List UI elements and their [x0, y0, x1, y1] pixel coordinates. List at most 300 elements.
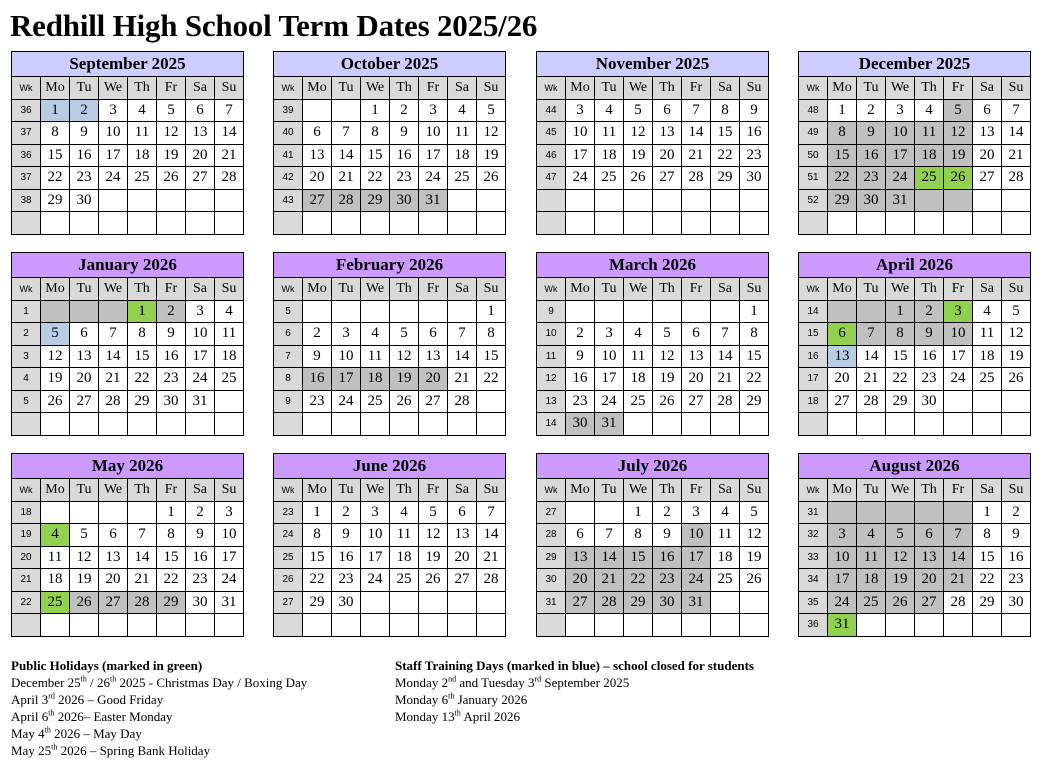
- week-number: 1: [12, 300, 41, 323]
- week-number: 2: [12, 323, 41, 346]
- date-cell: 19: [653, 368, 682, 391]
- date-cell: 6: [303, 122, 332, 145]
- week-number: 11: [537, 345, 566, 368]
- week-row: [12, 345, 244, 368]
- page-title: Redhill High School Term Dates 2025/26: [10, 8, 538, 43]
- date-cell: 6: [70, 323, 99, 346]
- date-cell: 11: [128, 122, 157, 145]
- date-cell: [973, 212, 1002, 235]
- week-column-header: Wk: [799, 77, 828, 100]
- date-cell: 18: [595, 144, 624, 167]
- week-row: [799, 144, 1031, 167]
- date-cell: 26: [653, 390, 682, 413]
- date-cell: [711, 212, 740, 235]
- date-cell: 15: [477, 345, 506, 368]
- week-number: 40: [274, 122, 303, 145]
- school-holiday-date: 1: [886, 300, 915, 323]
- date-cell: [303, 99, 332, 122]
- date-cell: 23: [332, 569, 361, 592]
- date-cell: 11: [595, 122, 624, 145]
- day-header: Tu: [595, 77, 624, 100]
- date-cell: 7: [332, 122, 361, 145]
- date-cell: [186, 413, 215, 436]
- day-header: Sa: [711, 479, 740, 502]
- week-number: 51: [799, 167, 828, 190]
- week-row: [274, 323, 506, 346]
- week-row: [12, 524, 244, 547]
- date-cell: [1002, 390, 1031, 413]
- date-cell: 7: [477, 501, 506, 524]
- week-number: 27: [537, 501, 566, 524]
- school-holiday-date: 30: [566, 413, 595, 436]
- day-header: Sa: [448, 479, 477, 502]
- week-number: 31: [537, 591, 566, 614]
- date-cell: 15: [41, 144, 70, 167]
- date-cell: [448, 212, 477, 235]
- date-cell: 5: [624, 99, 653, 122]
- day-header: We: [886, 77, 915, 100]
- date-cell: 17: [419, 144, 448, 167]
- date-cell: 1: [740, 300, 769, 323]
- date-cell: 6: [99, 524, 128, 547]
- date-cell: 16: [915, 345, 944, 368]
- school-holiday-date: 10: [886, 122, 915, 145]
- date-cell: 8: [128, 323, 157, 346]
- date-cell: 9: [390, 122, 419, 145]
- week-number: 26: [274, 569, 303, 592]
- date-cell: 8: [740, 323, 769, 346]
- date-cell: 15: [740, 345, 769, 368]
- date-cell: 24: [99, 167, 128, 190]
- day-header: Su: [740, 278, 769, 301]
- school-holiday-date: 2: [157, 300, 186, 323]
- date-cell: [361, 413, 390, 436]
- date-cell: 25: [595, 167, 624, 190]
- date-cell: [740, 413, 769, 436]
- date-cell: 18: [41, 569, 70, 592]
- date-cell: 26: [419, 569, 448, 592]
- date-cell: 2: [566, 323, 595, 346]
- date-cell: 21: [857, 368, 886, 391]
- date-cell: [419, 413, 448, 436]
- month-title: December 2025: [799, 52, 1031, 77]
- date-cell: 22: [157, 569, 186, 592]
- week-row: [537, 345, 769, 368]
- date-cell: [303, 413, 332, 436]
- training-day-line: Monday 13th April 2026: [395, 708, 521, 724]
- date-cell: 4: [215, 300, 244, 323]
- date-cell: 12: [419, 524, 448, 547]
- school-holiday-date: 20: [566, 569, 595, 592]
- date-cell: 24: [332, 390, 361, 413]
- day-header: Sa: [711, 77, 740, 100]
- public-holiday-line: December 25th / 26th 2025 - Christmas Day / Boxing Day: [11, 674, 308, 690]
- week-row: [12, 167, 244, 190]
- date-cell: 21: [477, 546, 506, 569]
- day-header: Th: [390, 278, 419, 301]
- school-holiday-date: 27: [566, 591, 595, 614]
- date-cell: 13: [682, 345, 711, 368]
- school-holiday-date: [915, 501, 944, 524]
- date-cell: 28: [711, 390, 740, 413]
- school-holiday-date: 23: [653, 569, 682, 592]
- school-holiday-date: 22: [624, 569, 653, 592]
- date-cell: [157, 212, 186, 235]
- date-cell: [390, 614, 419, 637]
- week-row: [12, 591, 244, 614]
- month-title: August 2026: [799, 454, 1031, 479]
- school-holiday-date: 15: [624, 546, 653, 569]
- date-cell: 13: [448, 524, 477, 547]
- date-cell: 15: [157, 546, 186, 569]
- day-header: We: [886, 479, 915, 502]
- date-cell: [1002, 189, 1031, 212]
- date-cell: 3: [682, 501, 711, 524]
- date-cell: 5: [70, 524, 99, 547]
- date-cell: 10: [595, 345, 624, 368]
- day-header: Fr: [944, 77, 973, 100]
- week-number: 5: [12, 390, 41, 413]
- school-holiday-date: 29: [157, 591, 186, 614]
- date-cell: 4: [448, 99, 477, 122]
- date-cell: 6: [566, 524, 595, 547]
- school-holiday-date: 31: [595, 413, 624, 436]
- date-cell: 14: [448, 345, 477, 368]
- day-header: Mo: [41, 77, 70, 100]
- date-cell: 26: [624, 167, 653, 190]
- date-cell: 25: [711, 569, 740, 592]
- day-header: Sa: [186, 278, 215, 301]
- school-holiday-date: 24: [886, 167, 915, 190]
- week-number: 30: [537, 569, 566, 592]
- date-cell: 9: [70, 122, 99, 145]
- month-calendar: [11, 51, 244, 235]
- date-cell: [477, 212, 506, 235]
- date-cell: [973, 390, 1002, 413]
- date-cell: 21: [99, 368, 128, 391]
- school-holiday-date: 24: [828, 591, 857, 614]
- week-column-header: Wk: [274, 77, 303, 100]
- week-row: [274, 368, 506, 391]
- date-cell: 13: [70, 345, 99, 368]
- week-column-header: Wk: [274, 479, 303, 502]
- school-holiday-date: 14: [595, 546, 624, 569]
- date-cell: 16: [332, 546, 361, 569]
- week-row: [274, 122, 506, 145]
- school-holiday-date: 17: [682, 546, 711, 569]
- date-cell: [653, 413, 682, 436]
- week-number: 34: [799, 569, 828, 592]
- school-holiday-date: [99, 300, 128, 323]
- training-day-line: Monday 6th January 2026: [395, 691, 528, 707]
- date-cell: 22: [41, 167, 70, 190]
- date-cell: [186, 614, 215, 637]
- date-cell: 27: [186, 167, 215, 190]
- date-cell: [682, 300, 711, 323]
- day-header: Sa: [186, 479, 215, 502]
- public-holiday-line: April 6th 2026– Easter Monday: [11, 708, 173, 724]
- date-cell: [566, 614, 595, 637]
- date-cell: [711, 614, 740, 637]
- date-cell: [419, 300, 448, 323]
- day-header: We: [361, 77, 390, 100]
- week-number: 19: [12, 524, 41, 547]
- date-cell: [419, 212, 448, 235]
- date-cell: [332, 99, 361, 122]
- date-cell: 20: [973, 144, 1002, 167]
- school-holiday-date: 28: [332, 189, 361, 212]
- day-header: Th: [128, 77, 157, 100]
- date-cell: 5: [740, 501, 769, 524]
- month-calendar: [273, 252, 506, 436]
- date-cell: [711, 189, 740, 212]
- date-cell: 30: [157, 390, 186, 413]
- week-number: 15: [799, 323, 828, 346]
- week-row: [274, 546, 506, 569]
- date-cell: 30: [332, 591, 361, 614]
- date-cell: 19: [419, 546, 448, 569]
- date-cell: [653, 614, 682, 637]
- date-cell: 28: [215, 167, 244, 190]
- week-row: [799, 300, 1031, 323]
- date-cell: 4: [390, 501, 419, 524]
- date-cell: 8: [624, 524, 653, 547]
- day-header: Mo: [566, 278, 595, 301]
- day-header: Th: [915, 77, 944, 100]
- date-cell: 25: [973, 368, 1002, 391]
- day-header: Tu: [595, 479, 624, 502]
- school-holiday-date: 18: [915, 144, 944, 167]
- date-cell: 14: [1002, 122, 1031, 145]
- date-cell: [915, 413, 944, 436]
- week-number: 29: [537, 546, 566, 569]
- week-number: 36: [12, 144, 41, 167]
- date-cell: 25: [390, 569, 419, 592]
- date-cell: [448, 300, 477, 323]
- week-number: 28: [537, 524, 566, 547]
- school-holiday-date: 27: [303, 189, 332, 212]
- staff-training-date: 5: [41, 323, 70, 346]
- date-cell: [215, 189, 244, 212]
- week-column-header: Wk: [799, 278, 828, 301]
- date-cell: [41, 501, 70, 524]
- date-cell: 17: [595, 368, 624, 391]
- school-holiday-date: 12: [944, 122, 973, 145]
- date-cell: 23: [70, 167, 99, 190]
- school-holiday-date: 7: [857, 323, 886, 346]
- date-cell: [128, 189, 157, 212]
- date-cell: 12: [41, 345, 70, 368]
- date-cell: 3: [99, 99, 128, 122]
- date-cell: [944, 614, 973, 637]
- date-cell: 5: [1002, 300, 1031, 323]
- date-cell: 5: [157, 99, 186, 122]
- week-row: [537, 614, 769, 637]
- school-holiday-date: [886, 501, 915, 524]
- date-cell: [448, 591, 477, 614]
- date-cell: [303, 614, 332, 637]
- date-cell: [857, 614, 886, 637]
- school-holiday-date: 29: [361, 189, 390, 212]
- day-header: Fr: [682, 278, 711, 301]
- school-holiday-date: 18: [857, 569, 886, 592]
- day-header: Su: [477, 278, 506, 301]
- day-header: Su: [1002, 77, 1031, 100]
- school-holiday-date: 17: [332, 368, 361, 391]
- school-holiday-date: 21: [944, 569, 973, 592]
- date-cell: 5: [653, 323, 682, 346]
- date-cell: 23: [157, 368, 186, 391]
- week-row: [537, 524, 769, 547]
- training-day-line: Monday 2nd and Tuesday 3rd September 2025: [395, 674, 630, 690]
- day-header: Tu: [332, 77, 361, 100]
- date-cell: 30: [915, 390, 944, 413]
- date-cell: [566, 501, 595, 524]
- week-number: 9: [274, 390, 303, 413]
- week-number: 10: [537, 323, 566, 346]
- date-cell: [566, 212, 595, 235]
- date-cell: 6: [419, 323, 448, 346]
- date-cell: 12: [477, 122, 506, 145]
- date-cell: [70, 413, 99, 436]
- date-cell: 14: [128, 546, 157, 569]
- date-cell: [186, 189, 215, 212]
- date-cell: 29: [973, 591, 1002, 614]
- week-number: 31: [799, 501, 828, 524]
- date-cell: 10: [566, 122, 595, 145]
- date-cell: 12: [1002, 323, 1031, 346]
- week-row: [12, 189, 244, 212]
- day-header: Tu: [332, 479, 361, 502]
- date-cell: 27: [448, 569, 477, 592]
- week-row: [537, 144, 769, 167]
- week-row: [537, 323, 769, 346]
- week-number: 42: [274, 167, 303, 190]
- date-cell: 9: [332, 524, 361, 547]
- date-cell: [624, 614, 653, 637]
- month-calendar: [273, 453, 506, 637]
- date-cell: 11: [390, 524, 419, 547]
- week-row: [274, 524, 506, 547]
- week-row: [537, 212, 769, 235]
- date-cell: 12: [390, 345, 419, 368]
- date-cell: [595, 614, 624, 637]
- date-cell: [973, 614, 1002, 637]
- day-header: Su: [1002, 479, 1031, 502]
- school-holiday-date: 6: [915, 524, 944, 547]
- date-cell: 16: [70, 144, 99, 167]
- date-cell: 1: [477, 300, 506, 323]
- week-number: 20: [12, 546, 41, 569]
- date-cell: 14: [332, 144, 361, 167]
- day-header: Tu: [857, 479, 886, 502]
- date-cell: [944, 413, 973, 436]
- day-header: Sa: [973, 479, 1002, 502]
- day-header: Fr: [157, 77, 186, 100]
- week-number: 22: [12, 591, 41, 614]
- date-cell: 6: [186, 99, 215, 122]
- date-cell: [886, 212, 915, 235]
- day-header: Th: [390, 479, 419, 502]
- day-header: Sa: [973, 278, 1002, 301]
- date-cell: [653, 212, 682, 235]
- day-header: Fr: [682, 77, 711, 100]
- school-holiday-date: [857, 300, 886, 323]
- week-row: [799, 345, 1031, 368]
- week-number: 17: [799, 368, 828, 391]
- week-number: 18: [799, 390, 828, 413]
- week-number: 5: [274, 300, 303, 323]
- date-cell: 29: [886, 390, 915, 413]
- date-cell: 30: [186, 591, 215, 614]
- date-cell: [944, 212, 973, 235]
- date-cell: 16: [566, 368, 595, 391]
- date-cell: 14: [215, 122, 244, 145]
- date-cell: 19: [477, 144, 506, 167]
- date-cell: 21: [682, 144, 711, 167]
- date-cell: 26: [1002, 368, 1031, 391]
- date-cell: [595, 189, 624, 212]
- date-cell: [215, 390, 244, 413]
- date-cell: 21: [448, 368, 477, 391]
- date-cell: 31: [186, 390, 215, 413]
- school-holiday-date: 9: [915, 323, 944, 346]
- week-row: [537, 368, 769, 391]
- school-holiday-date: 16: [653, 546, 682, 569]
- day-header: Mo: [566, 77, 595, 100]
- date-cell: 14: [682, 122, 711, 145]
- date-cell: 7: [215, 99, 244, 122]
- date-cell: 8: [361, 122, 390, 145]
- date-cell: 5: [477, 99, 506, 122]
- date-cell: 11: [215, 323, 244, 346]
- date-cell: 19: [41, 368, 70, 391]
- day-header: Th: [128, 479, 157, 502]
- public-holiday-date: 25: [41, 591, 70, 614]
- school-holiday-date: 18: [361, 368, 390, 391]
- date-cell: 24: [215, 569, 244, 592]
- date-cell: 5: [390, 323, 419, 346]
- week-number: [799, 413, 828, 436]
- school-holiday-date: 8: [828, 122, 857, 145]
- day-header: Tu: [70, 278, 99, 301]
- date-cell: [303, 300, 332, 323]
- week-row: [274, 501, 506, 524]
- month-calendar: [798, 453, 1031, 637]
- date-cell: [740, 212, 769, 235]
- week-row: [12, 368, 244, 391]
- week-number: [537, 614, 566, 637]
- week-row: [537, 122, 769, 145]
- school-holiday-date: [828, 501, 857, 524]
- week-row: [799, 122, 1031, 145]
- day-header: Mo: [303, 77, 332, 100]
- week-number: 16: [799, 345, 828, 368]
- date-cell: [653, 189, 682, 212]
- date-cell: 23: [915, 368, 944, 391]
- date-cell: 27: [973, 167, 1002, 190]
- date-cell: 2: [857, 99, 886, 122]
- date-cell: 20: [682, 368, 711, 391]
- public-holidays-notes: [11, 657, 307, 759]
- date-cell: [41, 413, 70, 436]
- day-header: Tu: [332, 278, 361, 301]
- date-cell: [390, 591, 419, 614]
- date-cell: 6: [973, 99, 1002, 122]
- public-holiday-date: 1: [128, 300, 157, 323]
- date-cell: 10: [361, 524, 390, 547]
- date-cell: [682, 413, 711, 436]
